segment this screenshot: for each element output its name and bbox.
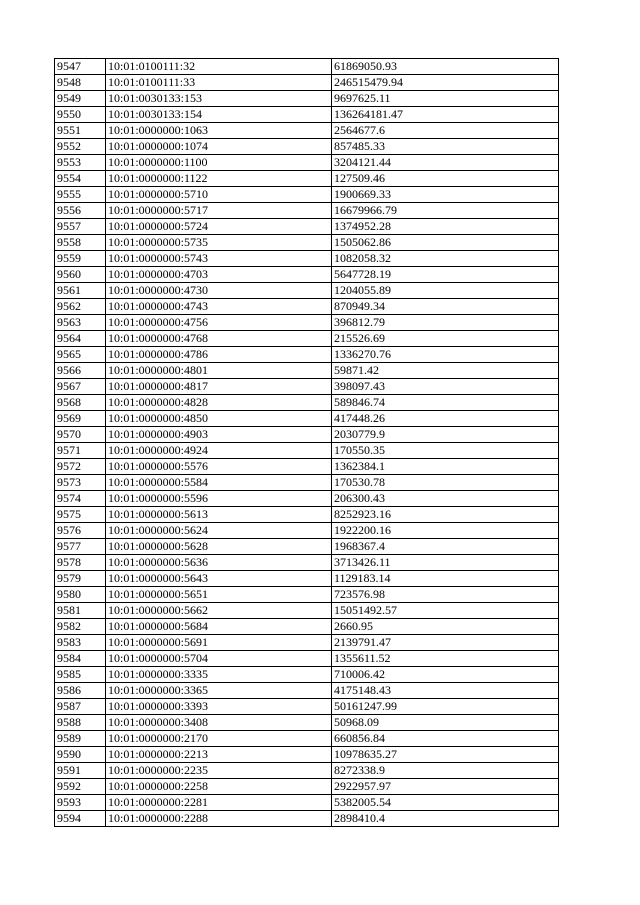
value-cell: 5647728.19 xyxy=(332,267,559,283)
cadastral-number-cell: 10:01:0000000:4801 xyxy=(106,363,332,379)
cadastral-number-cell: 10:01:0000000:5662 xyxy=(106,603,332,619)
row-number-cell: 9562 xyxy=(55,299,106,315)
table-row xyxy=(55,299,559,315)
row-number-cell: 9594 xyxy=(55,811,106,827)
table-row xyxy=(55,363,559,379)
row-number-cell: 9581 xyxy=(55,603,106,619)
table-row xyxy=(55,203,559,219)
row-number-cell: 9573 xyxy=(55,475,106,491)
value-cell: 215526.69 xyxy=(332,331,559,347)
table-row xyxy=(55,123,559,139)
table-row xyxy=(55,379,559,395)
row-number-cell: 9583 xyxy=(55,635,106,651)
row-number-cell: 9568 xyxy=(55,395,106,411)
row-number-cell: 9553 xyxy=(55,155,106,171)
row-number-cell: 9550 xyxy=(55,107,106,123)
value-cell: 16679966.79 xyxy=(332,203,559,219)
cadastral-number-cell: 10:01:0000000:2258 xyxy=(106,779,332,795)
cadastral-number-cell: 10:01:0000000:4743 xyxy=(106,299,332,315)
table-row xyxy=(55,683,559,699)
value-cell: 2564677.6 xyxy=(332,123,559,139)
table-row xyxy=(55,459,559,475)
row-number-cell: 9586 xyxy=(55,683,106,699)
cadastral-number-cell: 10:01:0000000:1063 xyxy=(106,123,332,139)
value-cell: 8252923.16 xyxy=(332,507,559,523)
table-row xyxy=(55,779,559,795)
cadastral-number-cell: 10:01:0000000:4730 xyxy=(106,283,332,299)
value-cell: 1362384.1 xyxy=(332,459,559,475)
cadastral-number-cell: 10:01:0000000:5651 xyxy=(106,587,332,603)
value-cell: 9697625.11 xyxy=(332,91,559,107)
value-cell: 1082058.32 xyxy=(332,251,559,267)
value-cell: 170530.78 xyxy=(332,475,559,491)
table-row xyxy=(55,747,559,763)
value-cell: 396812.79 xyxy=(332,315,559,331)
value-cell: 2660.95 xyxy=(332,619,559,635)
table-row xyxy=(55,427,559,443)
cadastral-number-cell: 10:01:0000000:5717 xyxy=(106,203,332,219)
value-cell: 1968367.4 xyxy=(332,539,559,555)
table-row xyxy=(55,651,559,667)
cadastral-number-cell: 10:01:0000000:4828 xyxy=(106,395,332,411)
cadastral-number-cell: 10:01:0100111:33 xyxy=(106,75,332,91)
value-cell: 589846.74 xyxy=(332,395,559,411)
row-number-cell: 9551 xyxy=(55,123,106,139)
table-row xyxy=(55,491,559,507)
value-cell: 1374952.28 xyxy=(332,219,559,235)
cadastral-number-cell: 10:01:0000000:5743 xyxy=(106,251,332,267)
value-cell: 857485.33 xyxy=(332,139,559,155)
cadastral-number-cell: 10:01:0000000:5576 xyxy=(106,459,332,475)
row-number-cell: 9547 xyxy=(55,59,106,75)
table-row xyxy=(55,251,559,267)
value-cell: 8272338.9 xyxy=(332,763,559,779)
row-number-cell: 9574 xyxy=(55,491,106,507)
cadastral-number-cell: 10:01:0000000:1122 xyxy=(106,171,332,187)
value-cell: 1505062.86 xyxy=(332,235,559,251)
value-cell: 59871.42 xyxy=(332,363,559,379)
row-number-cell: 9566 xyxy=(55,363,106,379)
cadastral-number-cell: 10:01:0000000:5624 xyxy=(106,523,332,539)
row-number-cell: 9572 xyxy=(55,459,106,475)
table-row xyxy=(55,411,559,427)
table-row xyxy=(55,795,559,811)
row-number-cell: 9588 xyxy=(55,715,106,731)
row-number-cell: 9579 xyxy=(55,571,106,587)
cadastral-number-cell: 10:01:0000000:2213 xyxy=(106,747,332,763)
cadastral-number-cell: 10:01:0000000:5691 xyxy=(106,635,332,651)
cadastral-number-cell: 10:01:0030133:153 xyxy=(106,91,332,107)
cadastral-number-cell: 10:01:0000000:4817 xyxy=(106,379,332,395)
table-row xyxy=(55,523,559,539)
row-number-cell: 9554 xyxy=(55,171,106,187)
row-number-cell: 9575 xyxy=(55,507,106,523)
table-row xyxy=(55,715,559,731)
value-cell: 136264181.47 xyxy=(332,107,559,123)
table-row xyxy=(55,699,559,715)
value-cell: 417448.26 xyxy=(332,411,559,427)
row-number-cell: 9578 xyxy=(55,555,106,571)
table-row xyxy=(55,731,559,747)
value-cell: 1900669.33 xyxy=(332,187,559,203)
table-row xyxy=(55,507,559,523)
value-cell: 170550.35 xyxy=(332,443,559,459)
value-cell: 10978635.27 xyxy=(332,747,559,763)
table-row xyxy=(55,283,559,299)
cadastral-number-cell: 10:01:0030133:154 xyxy=(106,107,332,123)
cadastral-number-cell: 10:01:0000000:2281 xyxy=(106,795,332,811)
value-cell: 1922200.16 xyxy=(332,523,559,539)
cadastral-number-cell: 10:01:0000000:5684 xyxy=(106,619,332,635)
table-row xyxy=(55,107,559,123)
row-number-cell: 9589 xyxy=(55,731,106,747)
cadastral-number-cell: 10:01:0000000:4903 xyxy=(106,427,332,443)
table-row xyxy=(55,603,559,619)
value-cell: 50161247.99 xyxy=(332,699,559,715)
cadastral-number-cell: 10:01:0100111:32 xyxy=(106,59,332,75)
value-cell: 1355611.52 xyxy=(332,651,559,667)
cadastral-number-cell: 10:01:0000000:3393 xyxy=(106,699,332,715)
row-number-cell: 9549 xyxy=(55,91,106,107)
cadastral-number-cell: 10:01:0000000:3335 xyxy=(106,667,332,683)
row-number-cell: 9571 xyxy=(55,443,106,459)
table-row xyxy=(55,315,559,331)
cadastral-number-cell: 10:01:0000000:5636 xyxy=(106,555,332,571)
row-number-cell: 9569 xyxy=(55,411,106,427)
cadastral-number-cell: 10:01:0000000:4850 xyxy=(106,411,332,427)
table-row xyxy=(55,267,559,283)
cadastral-number-cell: 10:01:0000000:5613 xyxy=(106,507,332,523)
table-row xyxy=(55,395,559,411)
table-row xyxy=(55,171,559,187)
row-number-cell: 9591 xyxy=(55,763,106,779)
value-cell: 3204121.44 xyxy=(332,155,559,171)
table-row xyxy=(55,619,559,635)
value-cell: 723576.98 xyxy=(332,587,559,603)
value-cell: 710006.42 xyxy=(332,667,559,683)
value-cell: 2030779.9 xyxy=(332,427,559,443)
cadastral-number-cell: 10:01:0000000:5596 xyxy=(106,491,332,507)
table-row xyxy=(55,219,559,235)
cadastral-number-cell: 10:01:0000000:3408 xyxy=(106,715,332,731)
cadastral-number-cell: 10:01:0000000:1100 xyxy=(106,155,332,171)
table-body xyxy=(55,59,559,827)
table-row xyxy=(55,75,559,91)
table-row xyxy=(55,667,559,683)
value-cell: 1129183.14 xyxy=(332,571,559,587)
row-number-cell: 9570 xyxy=(55,427,106,443)
value-cell: 206300.43 xyxy=(332,491,559,507)
row-number-cell: 9585 xyxy=(55,667,106,683)
value-cell: 660856.84 xyxy=(332,731,559,747)
table-row xyxy=(55,763,559,779)
value-cell: 1336270.76 xyxy=(332,347,559,363)
row-number-cell: 9582 xyxy=(55,619,106,635)
table-row xyxy=(55,91,559,107)
cadastral-value-table xyxy=(54,58,559,827)
value-cell: 2898410.4 xyxy=(332,811,559,827)
table-row xyxy=(55,555,559,571)
cadastral-number-cell: 10:01:0000000:5724 xyxy=(106,219,332,235)
table-row xyxy=(55,347,559,363)
row-number-cell: 9580 xyxy=(55,587,106,603)
row-number-cell: 9555 xyxy=(55,187,106,203)
table-row xyxy=(55,443,559,459)
table-row xyxy=(55,235,559,251)
cadastral-number-cell: 10:01:0000000:2235 xyxy=(106,763,332,779)
row-number-cell: 9561 xyxy=(55,283,106,299)
row-number-cell: 9576 xyxy=(55,523,106,539)
cadastral-number-cell: 10:01:0000000:5628 xyxy=(106,539,332,555)
table-row xyxy=(55,587,559,603)
row-number-cell: 9584 xyxy=(55,651,106,667)
row-number-cell: 9548 xyxy=(55,75,106,91)
table-row xyxy=(55,331,559,347)
table-row xyxy=(55,475,559,491)
cadastral-number-cell: 10:01:0000000:3365 xyxy=(106,683,332,699)
row-number-cell: 9593 xyxy=(55,795,106,811)
table-row xyxy=(55,155,559,171)
value-cell: 61869050.93 xyxy=(332,59,559,75)
row-number-cell: 9567 xyxy=(55,379,106,395)
value-cell: 2922957.97 xyxy=(332,779,559,795)
row-number-cell: 9592 xyxy=(55,779,106,795)
cadastral-number-cell: 10:01:0000000:4924 xyxy=(106,443,332,459)
table-row xyxy=(55,635,559,651)
table-row xyxy=(55,811,559,827)
cadastral-number-cell: 10:01:0000000:2288 xyxy=(106,811,332,827)
value-cell: 2139791.47 xyxy=(332,635,559,651)
cadastral-number-cell: 10:01:0000000:5704 xyxy=(106,651,332,667)
table-row xyxy=(55,571,559,587)
value-cell: 398097.43 xyxy=(332,379,559,395)
row-number-cell: 9563 xyxy=(55,315,106,331)
cadastral-number-cell: 10:01:0000000:2170 xyxy=(106,731,332,747)
row-number-cell: 9590 xyxy=(55,747,106,763)
cadastral-number-cell: 10:01:0000000:5584 xyxy=(106,475,332,491)
row-number-cell: 9559 xyxy=(55,251,106,267)
row-number-cell: 9564 xyxy=(55,331,106,347)
cadastral-number-cell: 10:01:0000000:4786 xyxy=(106,347,332,363)
value-cell: 127509.46 xyxy=(332,171,559,187)
table-row xyxy=(55,187,559,203)
table-row xyxy=(55,539,559,555)
cadastral-number-cell: 10:01:0000000:5643 xyxy=(106,571,332,587)
cadastral-number-cell: 10:01:0000000:5710 xyxy=(106,187,332,203)
value-cell: 5382005.54 xyxy=(332,795,559,811)
row-number-cell: 9565 xyxy=(55,347,106,363)
row-number-cell: 9556 xyxy=(55,203,106,219)
table-row xyxy=(55,139,559,155)
value-cell: 15051492.57 xyxy=(332,603,559,619)
cadastral-number-cell: 10:01:0000000:4768 xyxy=(106,331,332,347)
cadastral-number-cell: 10:01:0000000:5735 xyxy=(106,235,332,251)
table-row xyxy=(55,59,559,75)
cadastral-number-cell: 10:01:0000000:1074 xyxy=(106,139,332,155)
cadastral-number-cell: 10:01:0000000:4756 xyxy=(106,315,332,331)
row-number-cell: 9577 xyxy=(55,539,106,555)
value-cell: 3713426.11 xyxy=(332,555,559,571)
value-cell: 4175148.43 xyxy=(332,683,559,699)
row-number-cell: 9587 xyxy=(55,699,106,715)
row-number-cell: 9558 xyxy=(55,235,106,251)
row-number-cell: 9560 xyxy=(55,267,106,283)
row-number-cell: 9552 xyxy=(55,139,106,155)
value-cell: 246515479.94 xyxy=(332,75,559,91)
row-number-cell: 9557 xyxy=(55,219,106,235)
value-cell: 870949.34 xyxy=(332,299,559,315)
cadastral-number-cell: 10:01:0000000:4703 xyxy=(106,267,332,283)
value-cell: 1204055.89 xyxy=(332,283,559,299)
value-cell: 50968.09 xyxy=(332,715,559,731)
